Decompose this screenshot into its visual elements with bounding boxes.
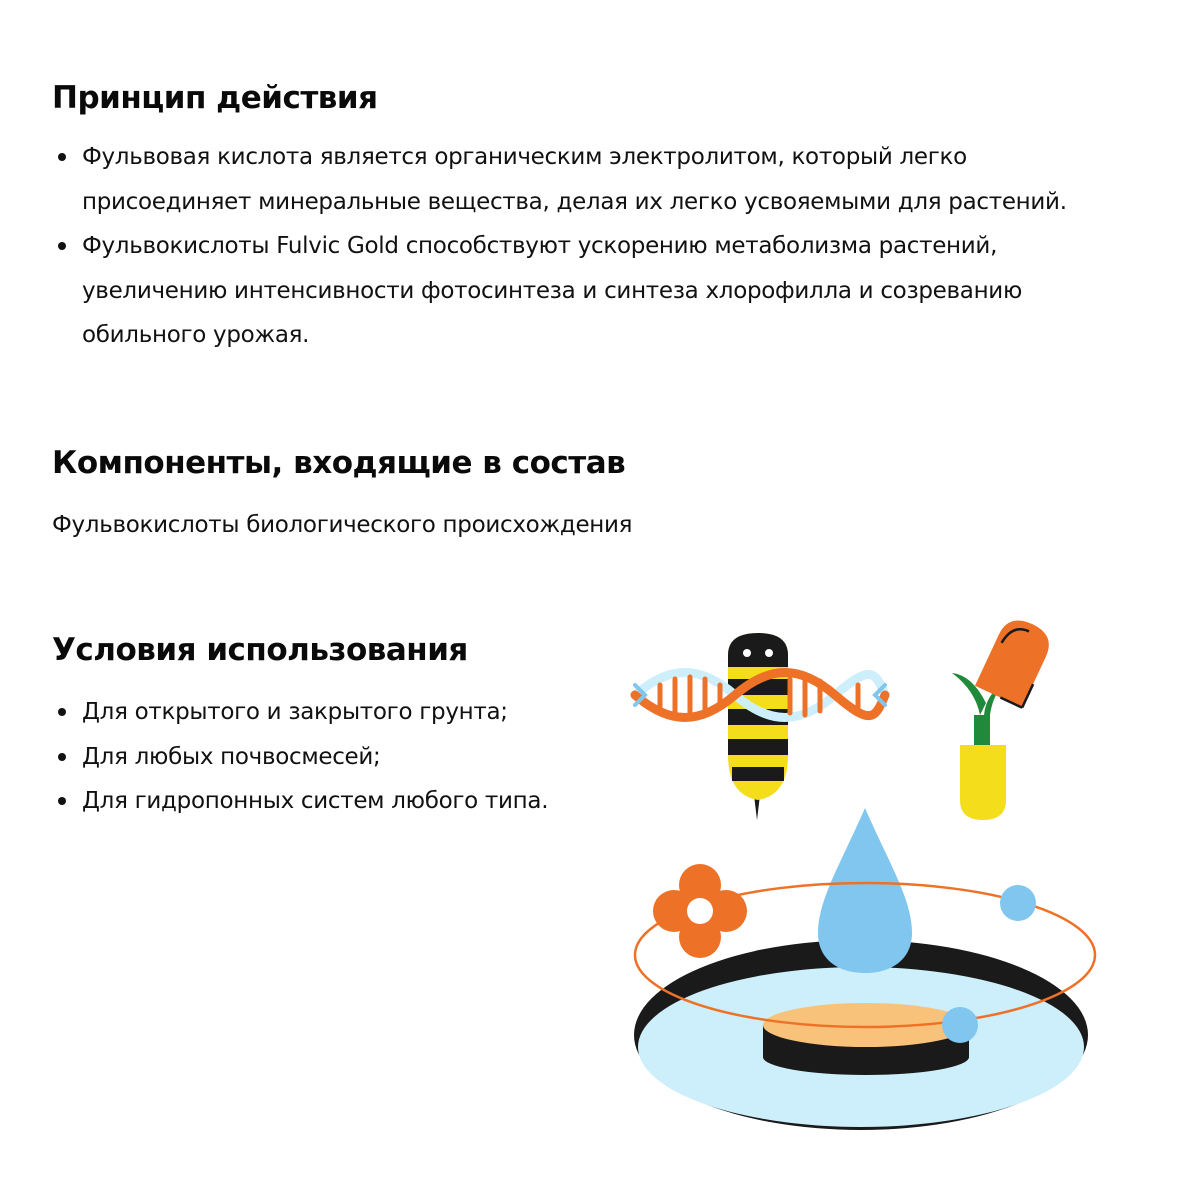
components-heading: Компоненты, входящие в состав [52,445,626,481]
list-item [52,224,1162,358]
section-components [52,443,1162,547]
list-item [52,779,612,824]
principle-list [52,135,1162,358]
illustration [620,615,1100,1135]
bullet-icon [58,708,66,716]
list-item-text-line: Фульвовая кислота является органическим электролитом, который легко [82,144,967,170]
section-principle [52,78,1162,358]
list-item-text: Для гидропонных систем любого типа. [82,788,549,814]
list-item [52,735,612,780]
bullet-icon [58,153,66,161]
list-item-text-line: присоединяет минеральные вещества, делая их легко усвояемыми для растений. [82,188,1067,215]
list-item-text-line: увеличению интенсивности фотосинтеза и синтеза хлорофилла и созреванию [82,277,1023,304]
components-text: Фульвокислоты биологического происхождения [52,512,633,538]
list-item-text-line: Фульвокислоты Fulvic Gold способствуют ускорению метаболизма растений, [82,233,998,259]
usage-list [52,690,612,824]
section-usage [52,630,612,824]
bullet-icon [58,797,66,805]
usage-heading: Условия использования [52,632,468,668]
bee-icon [728,633,788,820]
list-item-text: Для любых почвосмесей; [82,743,381,770]
blossom-icon [653,864,747,958]
bullet-icon [58,242,66,250]
list-item [52,690,612,735]
illustration-svg [620,615,1100,1135]
principle-heading: Принцип действия [52,80,378,116]
bullet-icon [58,753,66,761]
list-item-text-line: обильного урожая. [82,322,310,348]
water-drop-icon [818,808,912,973]
flower-cup-icon [952,615,1056,820]
list-item [52,135,1162,224]
list-item-text: Для открытого и закрытого грунта; [82,699,508,725]
